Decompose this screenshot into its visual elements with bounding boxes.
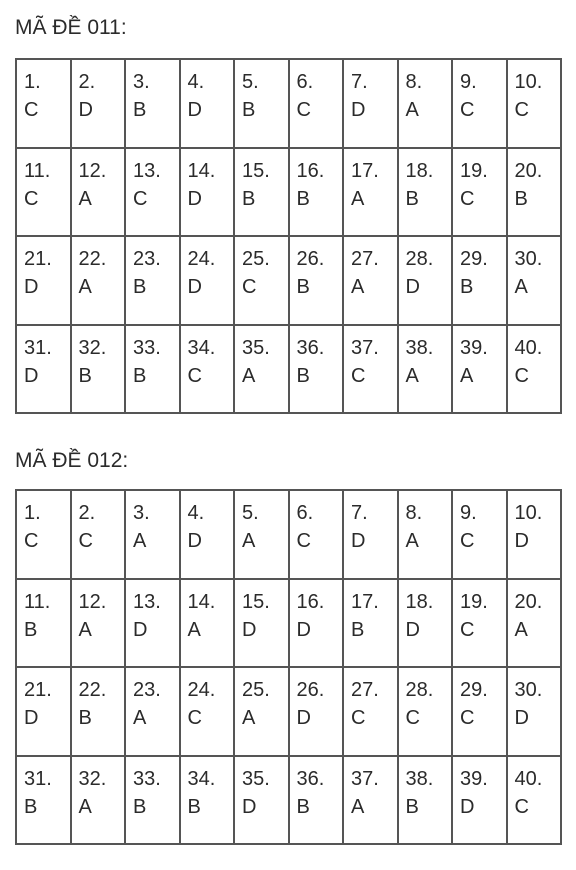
answer-cell [235, 757, 290, 846]
question-number: 22. [78, 248, 107, 270]
answer-cell [181, 491, 236, 580]
question-number: 22. [78, 679, 107, 701]
answer-letter: C [187, 707, 202, 729]
answer-letter: C [187, 364, 202, 387]
answer-letter: C [24, 530, 39, 552]
question-number: 15. [242, 590, 270, 613]
answer-cell [290, 668, 345, 757]
answer-letter: B [242, 99, 256, 121]
question-number: 34. [187, 767, 216, 790]
answer-letter: B [296, 795, 310, 818]
question-number: 3. [133, 502, 150, 524]
answer-letter: D [187, 276, 202, 298]
question-number: 27. [351, 248, 379, 270]
answer-letter: D [24, 364, 39, 387]
answer-cell [508, 580, 563, 669]
question-number: 31. [24, 336, 52, 359]
answer-cell [235, 149, 290, 238]
answer-cell [453, 149, 508, 238]
question-number: 21. [24, 248, 52, 270]
question-number: 5. [242, 71, 259, 93]
answer-letter: A [78, 187, 92, 210]
question-number: 25. [242, 679, 270, 701]
answer-cell [126, 757, 181, 846]
question-number: 30. [514, 248, 543, 270]
question-number: 1. [24, 502, 41, 524]
answer-letter: A [78, 795, 92, 818]
question-number: 10. [514, 71, 543, 93]
answer-letter: C [242, 276, 257, 298]
answer-letter: B [242, 187, 256, 210]
question-number: 26. [296, 248, 325, 270]
answer-letter: C [460, 707, 475, 729]
question-number: 1. [24, 71, 41, 93]
question-number: 33. [133, 767, 161, 790]
answer-row [17, 60, 562, 149]
answer-cell [181, 149, 236, 238]
question-number: 37. [351, 336, 379, 359]
answer-row [17, 668, 562, 757]
question-number: 36. [296, 767, 325, 790]
answer-cell [290, 580, 345, 669]
question-number: 26. [296, 679, 325, 701]
answer-cell [399, 237, 454, 326]
question-number: 16. [296, 590, 325, 613]
answer-cell [344, 326, 399, 415]
question-number: 40. [514, 336, 543, 359]
answer-letter: A [514, 618, 528, 641]
answer-letter: A [351, 276, 365, 298]
answer-cell [508, 326, 563, 415]
answer-letter: B [133, 364, 147, 387]
answer-cell [453, 757, 508, 846]
answer-row [17, 149, 562, 238]
answer-cell [126, 326, 181, 415]
answer-cell [453, 668, 508, 757]
question-number: 20. [514, 590, 543, 613]
question-number: 2. [78, 502, 96, 524]
answer-cell [17, 237, 72, 326]
answer-cell [399, 757, 454, 846]
question-number: 36. [296, 336, 325, 359]
question-number: 24. [187, 248, 216, 270]
answer-letter: D [460, 795, 475, 818]
answer-letter: B [460, 276, 474, 298]
answer-cell [453, 491, 508, 580]
answer-letter: D [242, 618, 257, 641]
answer-cell [290, 491, 345, 580]
question-number: 29. [460, 248, 488, 270]
question-number: 4. [187, 502, 205, 524]
answer-letter: A [133, 707, 147, 729]
answer-letter: D [187, 530, 202, 552]
answer-cell [72, 237, 127, 326]
answer-letter: D [351, 530, 366, 552]
answer-cell [72, 491, 127, 580]
answer-cell [344, 491, 399, 580]
answer-cell [72, 580, 127, 669]
answer-cell [17, 491, 72, 580]
answer-letter: A [351, 187, 365, 210]
answer-letter: B [133, 276, 147, 298]
question-number: 32. [78, 336, 107, 359]
answer-cell [235, 326, 290, 415]
question-number: 5. [242, 502, 259, 524]
answer-cell [72, 326, 127, 415]
answer-cell [126, 149, 181, 238]
answer-cell [344, 237, 399, 326]
question-number: 6. [296, 71, 314, 93]
answer-cell [290, 757, 345, 846]
answer-letter: B [133, 99, 147, 121]
question-number: 23. [133, 248, 161, 270]
answer-cell [508, 149, 563, 238]
answer-cell [399, 149, 454, 238]
question-number: 12. [78, 159, 107, 182]
answer-letter: C [351, 707, 366, 729]
answer-letter: B [187, 795, 201, 818]
answer-letter: A [514, 276, 528, 298]
answer-letter: D [405, 276, 420, 298]
answer-letter: D [133, 618, 148, 641]
answer-letter: D [296, 707, 311, 729]
answer-row [17, 580, 562, 669]
answer-table-011 [15, 58, 562, 414]
answer-cell [126, 60, 181, 149]
question-number: 2. [78, 71, 96, 93]
question-number: 25. [242, 248, 270, 270]
answer-letter: C [460, 99, 475, 121]
section-title-011: MÃ ĐỀ 011: [15, 16, 127, 39]
question-number: 39. [460, 336, 488, 359]
question-number: 15. [242, 159, 270, 182]
question-number: 39. [460, 767, 488, 790]
question-number: 12. [78, 590, 107, 613]
answer-cell [235, 668, 290, 757]
answer-cell [290, 60, 345, 149]
answer-cell [17, 149, 72, 238]
answer-cell [235, 491, 290, 580]
answer-cell [508, 60, 563, 149]
question-number: 8. [405, 502, 423, 524]
question-number: 34. [187, 336, 216, 359]
answer-letter: B [78, 707, 92, 729]
question-number: 30. [514, 679, 543, 701]
answer-letter: C [460, 618, 475, 641]
answer-cell [181, 237, 236, 326]
answer-letter: C [405, 707, 420, 729]
answer-cell [181, 60, 236, 149]
answer-letter: D [187, 187, 202, 210]
question-number: 4. [187, 71, 205, 93]
answer-letter: B [133, 795, 147, 818]
question-number: 28. [405, 679, 434, 701]
answer-letter: D [187, 99, 202, 121]
answer-letter: A [405, 364, 419, 387]
answer-cell [290, 149, 345, 238]
answer-letter: C [296, 99, 311, 121]
question-number: 14. [187, 590, 216, 613]
answer-cell [126, 668, 181, 757]
answer-letter: A [351, 795, 365, 818]
answer-letter: D [351, 99, 366, 121]
answer-letter: A [405, 530, 419, 552]
answer-cell [235, 580, 290, 669]
answer-letter: D [24, 707, 39, 729]
answer-cell [235, 60, 290, 149]
answer-letter: C [24, 187, 39, 210]
answer-cell [453, 237, 508, 326]
answer-cell [508, 491, 563, 580]
answer-cell [181, 668, 236, 757]
answer-cell [453, 580, 508, 669]
question-number: 7. [351, 71, 368, 93]
answer-cell [453, 326, 508, 415]
answer-cell [344, 149, 399, 238]
answer-cell [344, 757, 399, 846]
answer-cell [399, 326, 454, 415]
question-number: 13. [133, 590, 161, 613]
answer-cell [399, 580, 454, 669]
answer-cell [181, 757, 236, 846]
answer-cell [126, 237, 181, 326]
answer-cell [72, 60, 127, 149]
answer-letter: D [514, 707, 529, 729]
answer-cell [399, 668, 454, 757]
question-number: 8. [405, 71, 423, 93]
answer-letter: A [78, 276, 92, 298]
answer-cell [344, 60, 399, 149]
answer-letter: C [296, 530, 311, 552]
answer-cell [508, 668, 563, 757]
answer-letter: B [405, 795, 419, 818]
answer-row [17, 326, 562, 415]
question-number: 29. [460, 679, 488, 701]
answer-letter: A [242, 530, 256, 552]
question-number: 7. [351, 502, 368, 524]
answer-table-012 [15, 489, 562, 845]
answer-cell [72, 149, 127, 238]
answer-cell [508, 757, 563, 846]
answer-cell [508, 237, 563, 326]
question-number: 19. [460, 159, 488, 182]
answer-letter: C [133, 187, 148, 210]
answer-cell [17, 668, 72, 757]
answer-cell [72, 757, 127, 846]
question-number: 32. [78, 767, 107, 790]
question-number: 24. [187, 679, 216, 701]
answer-cell [17, 757, 72, 846]
answer-letter: A [133, 530, 147, 552]
question-number: 6. [296, 502, 314, 524]
answer-letter: D [24, 276, 39, 298]
answer-letter: B [24, 795, 38, 818]
question-number: 11. [24, 159, 51, 182]
answer-letter: C [460, 187, 475, 210]
answer-cell [126, 580, 181, 669]
answer-cell [181, 580, 236, 669]
question-number: 17. [351, 159, 379, 182]
answer-row [17, 491, 562, 580]
answer-letter: A [242, 707, 256, 729]
question-number: 33. [133, 336, 161, 359]
answer-letter: D [296, 618, 311, 641]
answer-letter: A [460, 364, 474, 387]
question-number: 38. [405, 767, 434, 790]
question-number: 3. [133, 71, 150, 93]
answer-row [17, 237, 562, 326]
answer-letter: B [296, 187, 310, 210]
answer-letter: B [296, 276, 310, 298]
question-number: 13. [133, 159, 161, 182]
question-number: 19. [460, 590, 488, 613]
answer-letter: A [242, 364, 256, 387]
answer-letter: B [78, 364, 92, 387]
question-number: 14. [187, 159, 216, 182]
answer-cell [290, 237, 345, 326]
answer-letter: B [296, 364, 310, 387]
question-number: 9. [460, 71, 477, 93]
answer-letter: C [460, 530, 475, 552]
answer-letter: D [405, 618, 420, 641]
question-number: 31. [24, 767, 52, 790]
answer-cell [344, 668, 399, 757]
answer-letter: B [514, 187, 528, 210]
answer-cell [235, 237, 290, 326]
answer-letter: B [351, 618, 365, 641]
answer-letter: C [514, 364, 529, 387]
question-number: 20. [514, 159, 543, 182]
question-number: 38. [405, 336, 434, 359]
question-number: 40. [514, 767, 543, 790]
answer-cell [17, 326, 72, 415]
answer-letter: D [242, 795, 257, 818]
question-number: 17. [351, 590, 379, 613]
answer-cell [126, 491, 181, 580]
question-number: 23. [133, 679, 161, 701]
answer-letter: D [514, 530, 529, 552]
question-number: 11. [24, 590, 51, 613]
answer-letter: A [405, 99, 419, 121]
answer-letter: B [24, 618, 38, 641]
section-title-012: MÃ ĐỀ 012: [15, 449, 129, 472]
answer-cell [72, 668, 127, 757]
answer-letter: A [78, 618, 92, 641]
answer-letter: C [514, 795, 529, 818]
question-number: 27. [351, 679, 379, 701]
answer-cell [399, 491, 454, 580]
answer-letter: D [78, 99, 93, 121]
question-number: 35. [242, 767, 270, 790]
question-number: 18. [405, 590, 434, 613]
question-number: 35. [242, 336, 270, 359]
answer-cell [17, 580, 72, 669]
question-number: 18. [405, 159, 434, 182]
answer-cell [17, 60, 72, 149]
question-number: 28. [405, 248, 434, 270]
answer-cell [181, 326, 236, 415]
answer-cell [344, 580, 399, 669]
question-number: 37. [351, 767, 379, 790]
question-number: 16. [296, 159, 325, 182]
question-number: 21. [24, 679, 52, 701]
answer-row [17, 757, 562, 846]
answer-cell [453, 60, 508, 149]
answer-letter: B [405, 187, 419, 210]
answer-cell [290, 326, 345, 415]
question-number: 9. [460, 502, 477, 524]
question-number: 10. [514, 502, 543, 524]
answer-letter: A [187, 618, 201, 641]
answer-letter: C [514, 99, 529, 121]
answer-letter: C [24, 99, 39, 121]
answer-cell [399, 60, 454, 149]
answer-letter: C [78, 530, 93, 552]
answer-letter: C [351, 364, 366, 387]
